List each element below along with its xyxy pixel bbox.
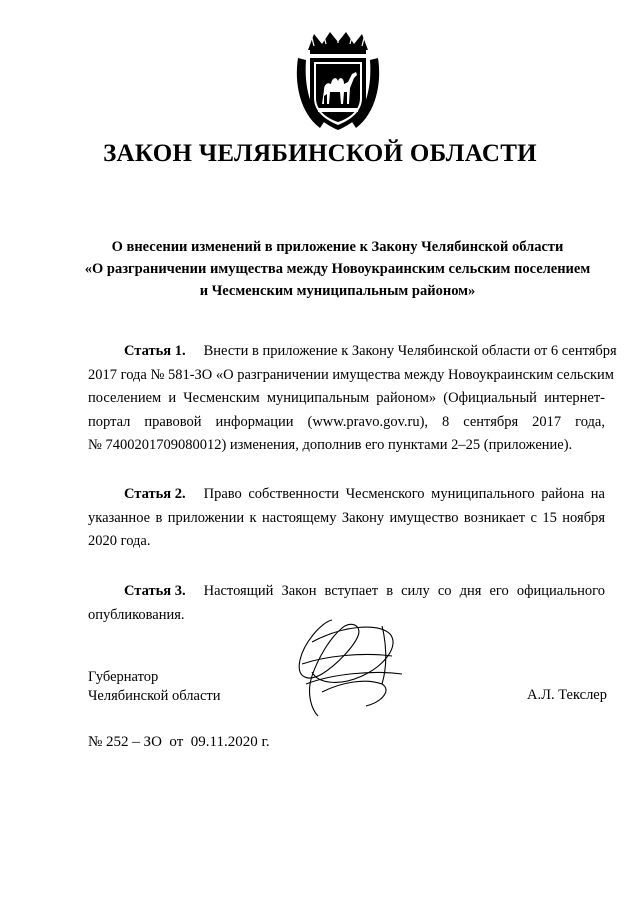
- article-1: [88, 340, 617, 458]
- article-label: Статья 1.: [124, 343, 186, 359]
- subtitle-line: «О разграничении имущества между Новоукраинским сельским поселением: [84, 261, 591, 277]
- governor-line: Челябинской области: [88, 688, 221, 704]
- article-label: Статья 2.: [124, 486, 186, 502]
- article-text: указанное в приложении к настоящему Закону имущество возникает с 15 ноября: [88, 509, 605, 526]
- signer-name: А.Л. Текслер: [527, 687, 607, 703]
- article-text: Внести в приложение к Закону Челябинской области от 6 сентября: [203, 343, 617, 359]
- page-title: ЗАКОН ЧЕЛЯБИНСКОЙ ОБЛАСТИ: [103, 140, 537, 167]
- article-text: портал правовой информации (www.pravo.gov.ru), 8 сентября 2017 года,: [88, 413, 605, 430]
- article-line: [88, 580, 605, 604]
- handwritten-signature: [282, 612, 412, 724]
- article-text: Настоящий Закон вступает в силу со дня его официального: [203, 583, 605, 599]
- article-text: 2020 года.: [88, 533, 151, 549]
- governor-title: [88, 668, 221, 706]
- article-2: [88, 483, 605, 554]
- coat-of-arms-icon: [294, 28, 382, 136]
- article-line: [88, 340, 617, 364]
- article-text: поселением и Чесменским муниципальным районом» (Официальный интернет-: [88, 390, 605, 406]
- subtitle-line: О внесении изменений в приложение к Закону Челябинской области: [111, 239, 564, 255]
- law-number: № 252 – ЗО от 09.11.2020 г.: [88, 734, 270, 750]
- article-label: Статья 3.: [124, 583, 186, 599]
- article-text: № 7400201709080012) изменения, дополнив его пунктами 2–25 (приложение).: [88, 437, 573, 453]
- document-subtitle: [40, 236, 635, 302]
- article-text: опубликования.: [88, 606, 185, 623]
- article-text: Право собственности Чесменского муниципального района на: [203, 486, 605, 502]
- subtitle-line: и Чесменским муниципальным районом»: [199, 283, 476, 299]
- article-text: 2017 года № 581-ЗО «О разграничении имущества между Новоукраинским сельским: [88, 366, 614, 383]
- governor-line: Губернатор: [88, 669, 159, 685]
- article-line: [88, 483, 605, 507]
